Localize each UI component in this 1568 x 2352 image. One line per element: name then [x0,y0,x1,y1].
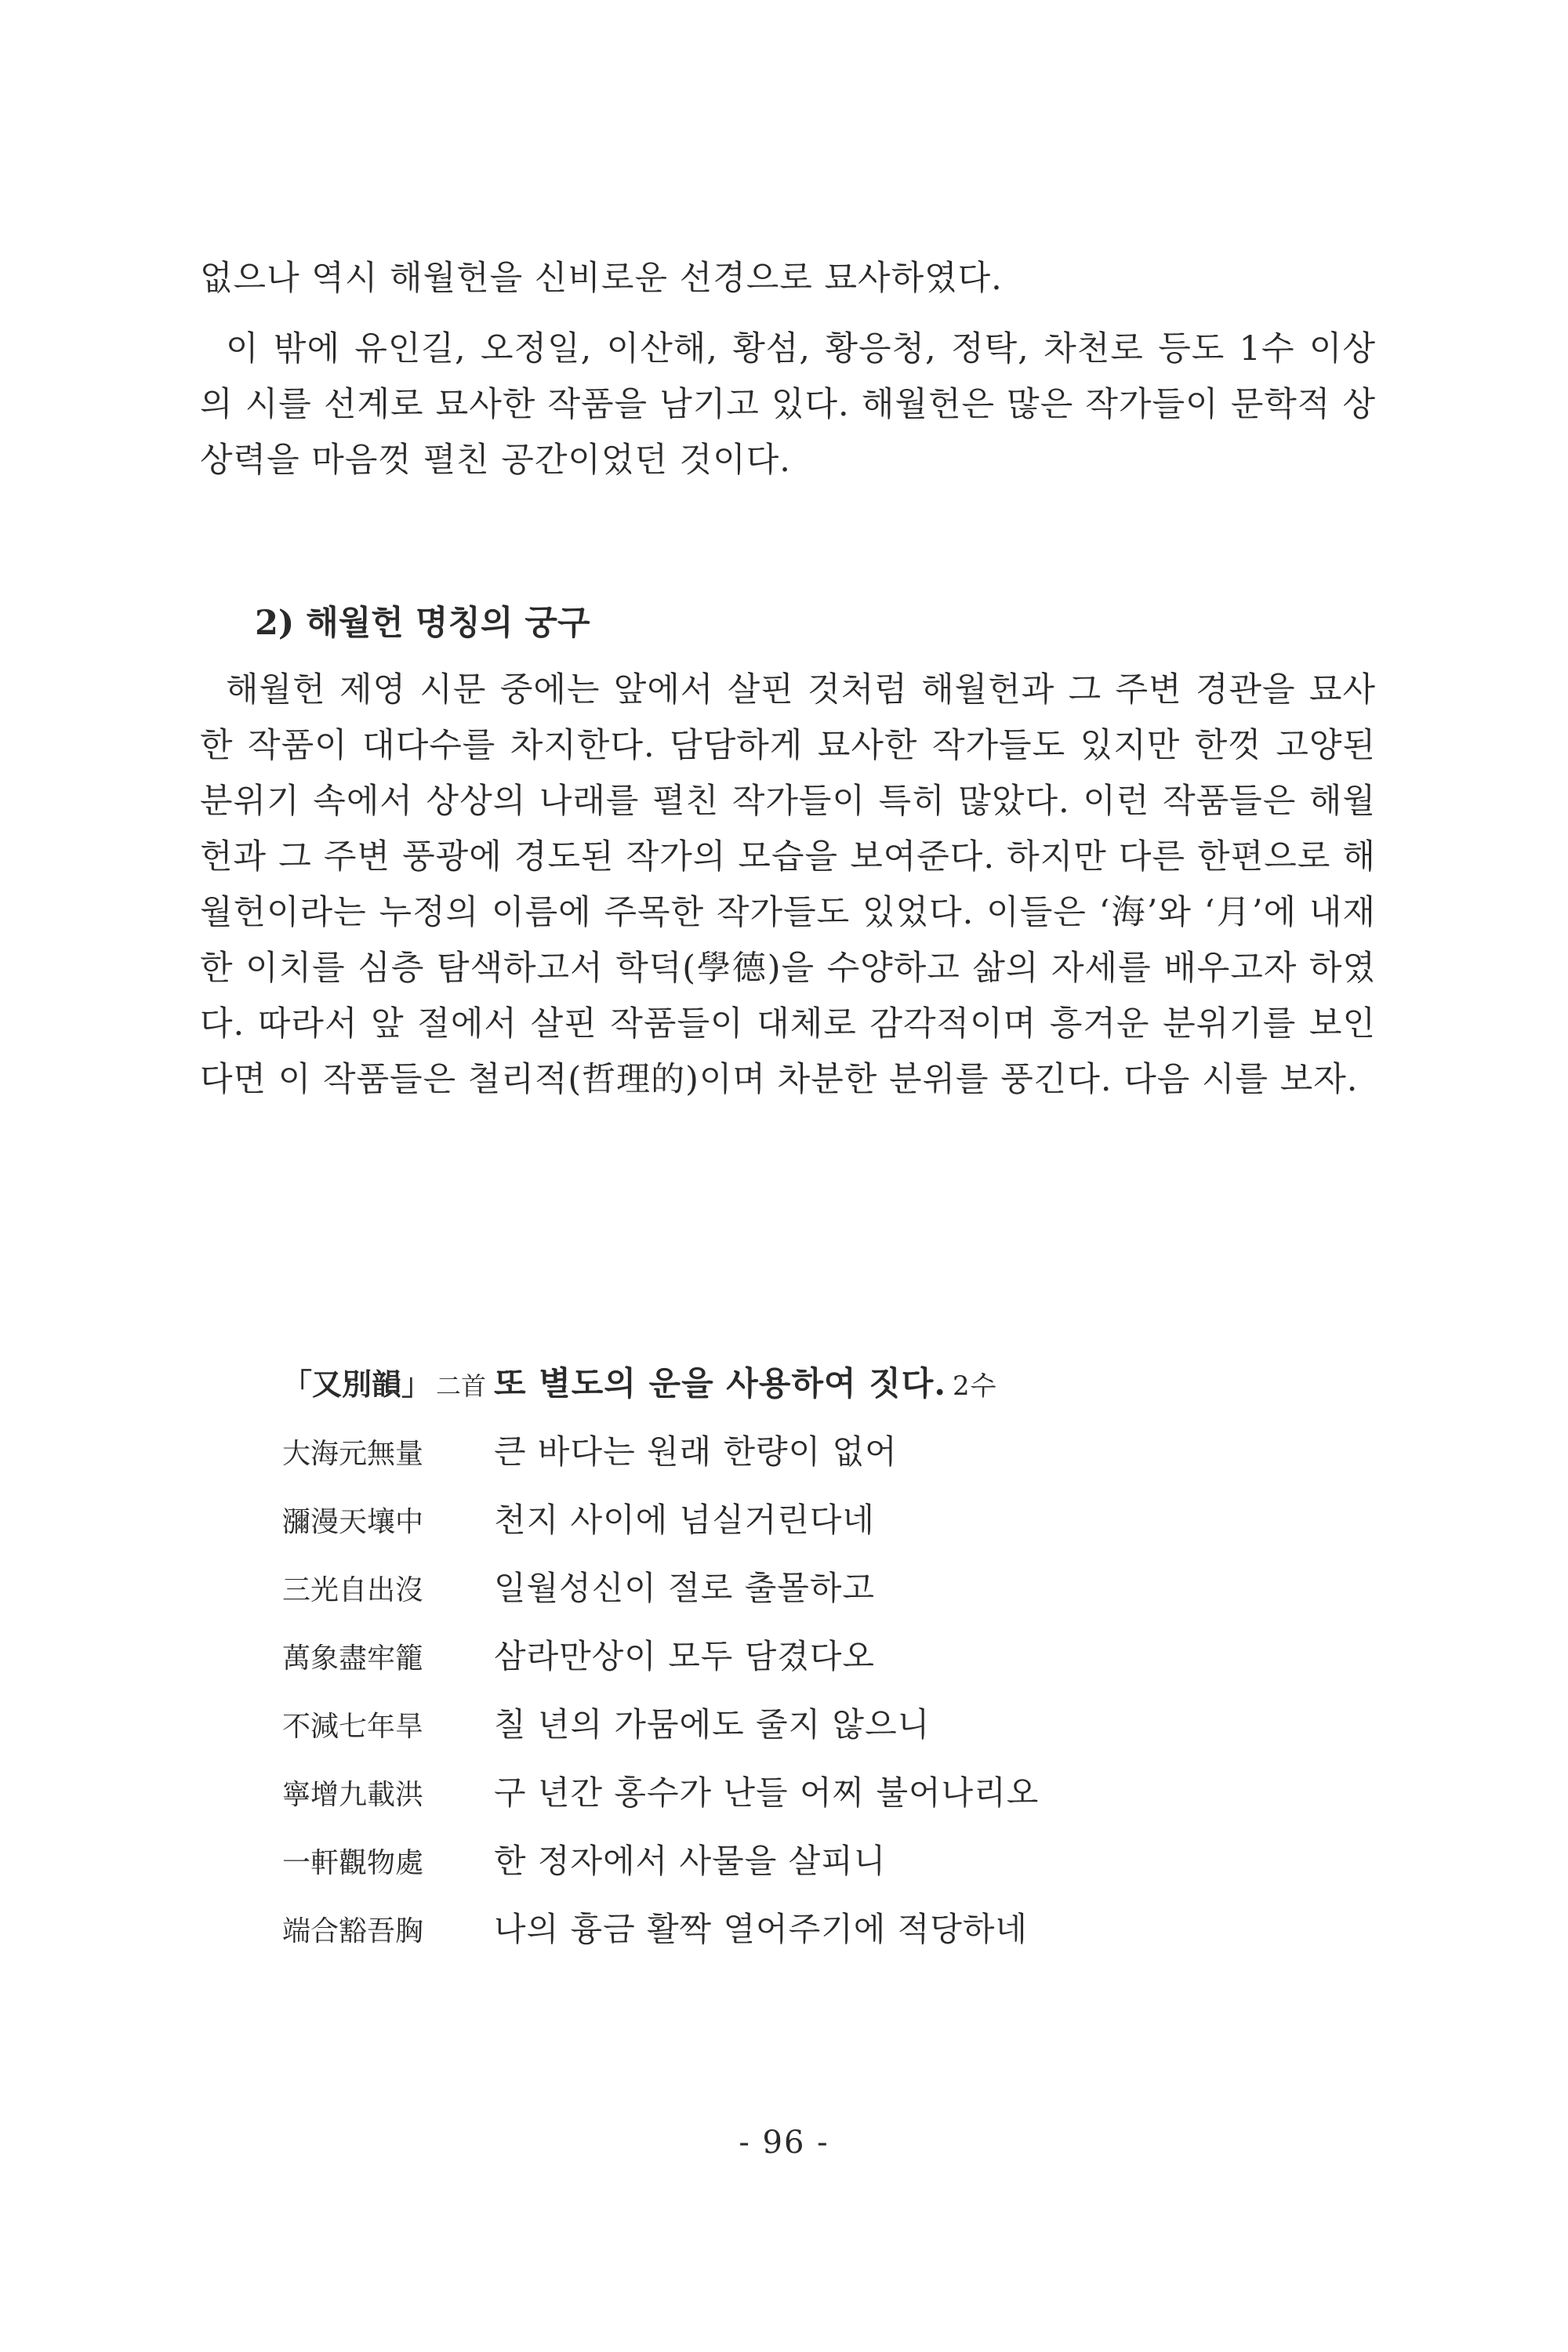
paragraph-text: 이 밖에 유인길, 오정일, 이산해, 황섬, 황응청, 정탁, 차천로 등도 1수 이상의 시를 선계로 묘사한 작품을 남기고 있다. 해월헌은 많은 작가들이 문학적 상상력을 마음껏 펼친 공간이었던 것이다. [200,329,1376,480]
paragraph-intro [200,251,1376,307]
poem-line-chinese: 寧增九載洪 [282,1779,424,1811]
poem-line-korean: 일월성신이 절로 출몰하고 [494,1569,875,1607]
page-number: - 96 - [739,2125,829,2161]
poem-line [282,1426,1301,1494]
poem-line-chinese: 不減七年旱 [282,1711,424,1743]
poem-block [282,1358,1301,1972]
poem-title-chinese [282,1360,494,1403]
poem-line-korean: 큰 바다는 원래 한량이 없어 [494,1432,898,1471]
poem-line-korean: 한 정자에서 사물을 살피니 [494,1842,887,1880]
poem-line-chinese: 瀰漫天壤中 [282,1506,424,1538]
poem-title-korean-text: 또 별도의 운을 사용하여 짓다. [494,1364,946,1403]
poem-line-chinese: 端合豁吾胸 [282,1915,424,1947]
poem-line-korean: 칠 년의 가뭄에도 줄지 않으니 [494,1705,931,1744]
poem-line [282,1631,1301,1699]
poem-title-chinese-text: 「又別韻」 [282,1367,432,1402]
poem-line [282,1563,1301,1631]
poem-line [282,1904,1301,1972]
poem-line-chinese: 萬象盡牢籠 [282,1642,424,1675]
poem-line [282,1835,1301,1904]
poem-line [282,1699,1301,1767]
poem-title-chinese-count: 二首 [436,1371,487,1401]
poem-line-chinese: 一軒觀物處 [282,1847,424,1879]
poem-line-chinese: 三光自出沒 [282,1574,424,1606]
poem-title-korean-count: 2수 [952,1370,997,1402]
poem-line-korean: 삼라만상이 모두 담겼다오 [494,1637,875,1675]
section-heading: 2) 해월헌 명칭의 궁구 [255,604,590,643]
paragraph-text: 해월헌 제영 시문 중에는 앞에서 살핀 것처럼 해월헌과 그 주변 경관을 묘사한 작품이 대다수를 차지한다. 담담하게 묘사한 작가들도 있지만 한껏 고양된 분위기 속에서 상상의 나래를 펼친 작가들이 특히 많았다. 이런 작품들은 해월헌과 그 주변 풍광에 경도된 작가의 모습을 보여준다. 하지만 다른 한편으로 해월헌이라는 누정의 이름에 주목한 작가들도 있었다. 이들은 ‘海’와 ‘月’에 내재한 이치를 심층 탐색하고서 학덕(學德)을 수양하고 삶의 자세를 배우고자 하였다. 따라서 앞 절에서 살핀 작품들이 대체로 감각적이며 흥겨운 분위기를 보인다면 이 작품들은 철리적(哲理的)이며 차분한 분위를 풍긴다. 다음 시를 보자. [200,670,1376,1099]
poem-line-korean: 천지 사이에 넘실거린다네 [494,1501,875,1539]
poem-line-korean: 나의 흉금 활짝 열어주기에 적당하네 [494,1910,1028,1948]
poem-title-korean [494,1358,996,1405]
poem-title-row [282,1358,1301,1426]
paragraph-text: 없으나 역시 해월헌을 신비로운 선경으로 묘사하였다. [200,259,1003,298]
paragraph-authors [200,321,1376,488]
poem-line-korean: 구 년간 홍수가 난들 어찌 불어나리오 [494,1773,1040,1812]
poem-line [282,1767,1301,1835]
paragraph-discussion [200,662,1376,1108]
poem-line-chinese: 大海元無量 [282,1438,424,1470]
poem-line [282,1494,1301,1563]
